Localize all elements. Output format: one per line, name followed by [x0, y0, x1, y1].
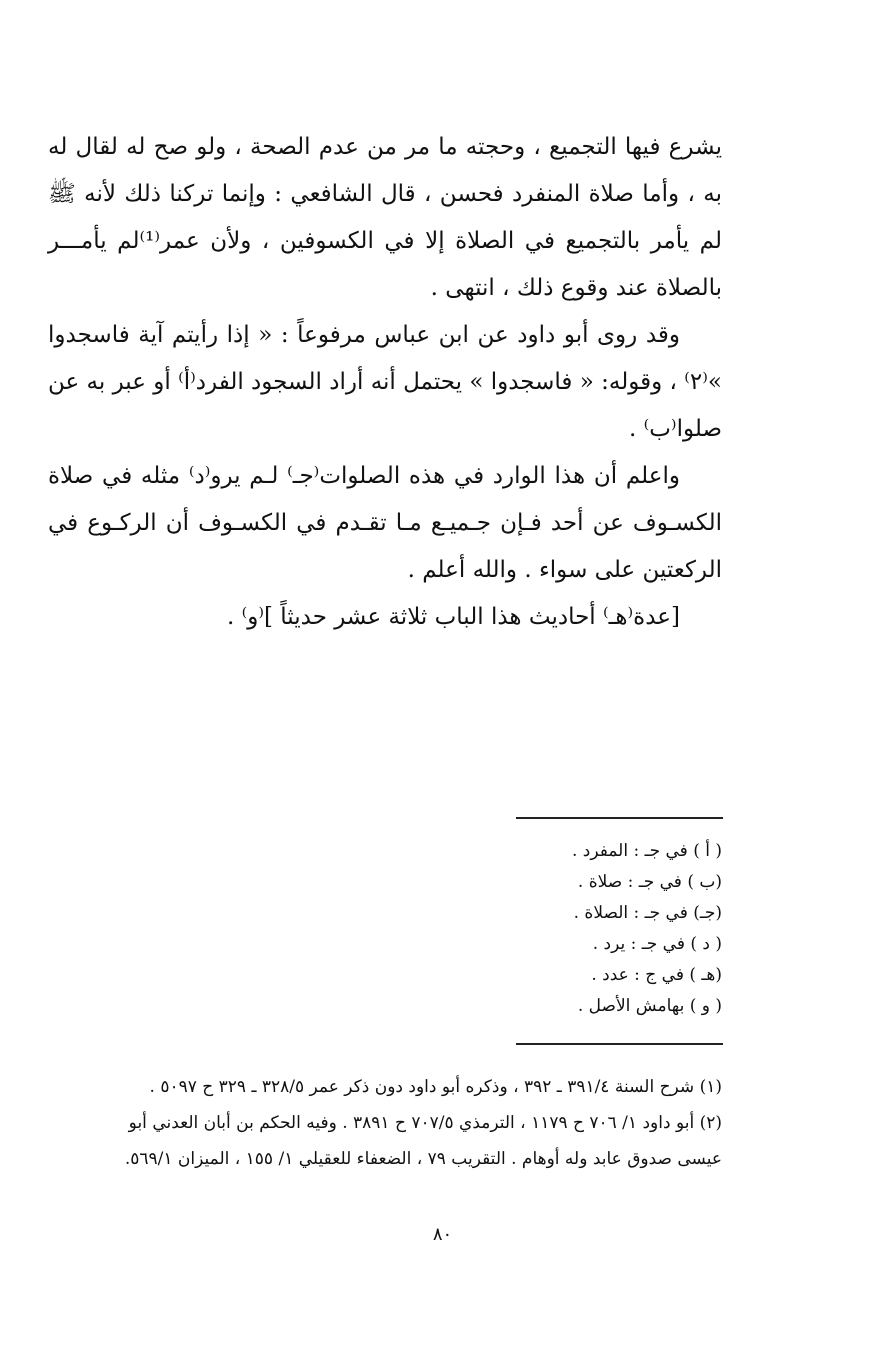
variant-note: (جـ) في جـ : الصلاة .: [573, 903, 722, 923]
footnote-line: عيسى صدوق عابد وله أوهام . التقريب ٧٩ ، الضعفاء للعقيلي ١/ ١٥٥ ، الميزان ٥٦٩/١.: [124, 1149, 722, 1169]
variant-notes: [572, 836, 722, 1022]
variant-note: (هـ ) في ج : عدد .: [591, 965, 722, 985]
notes-separator-bottom: [516, 1043, 723, 1045]
paragraph-4: [عدة⁽هـ⁾ أحاديث هذا الباب ثلاثة عشر حديثاً ]⁽و⁾ .: [226, 604, 680, 630]
footnotes: [52, 1069, 722, 1177]
paragraph-2: وقد روى أبو داود عن ابن عباس مرفوعاً : « إذا رأيتم آية فاسجدوا »⁽٢⁾ ، وقوله: « فاسجدوا » يحتمل أنه أراد السجود الفرد⁽أ⁾ أو عبر به عن صلوا⁽ب⁾ .: [48, 322, 722, 442]
variant-note: ( د ) في جـ : يرد .: [592, 934, 722, 954]
variant-note: ( أ ) في جـ : المفرد .: [571, 841, 722, 861]
page-number: ٨٠: [432, 1224, 453, 1245]
paragraph-1: يشرع فيها التجميع ، وحجته ما مر من عدم الصحة ، ولو صح له لقال له به ، وأما صلاة المنفرد فحسن ، قال الشافعي : وإنما تركنا ذلك لأنه ﷺ لم يأمر بالتجميع في الصلاة إلا في الكسوفين ، ولأن عمر⁽¹⁾لم يأمـــر بالصلاة عند وقوع ذلك ، انتهى .: [48, 134, 722, 301]
variant-note: (ب ) في جـ : صلاة .: [577, 872, 722, 892]
paragraph-3: واعلم أن هذا الوارد في هذه الصلوات⁽جـ⁾ لـم يرو⁽د⁾ مثله في صلاة الكسـوف عن أحد فـإن جـميـع مـا تقـدم في الكسـوف أن الركـوع في الركعتين على سواء . والله أعلم .: [48, 463, 722, 583]
main-text: [48, 124, 722, 641]
notes-separator-top: [516, 817, 723, 819]
footnote-line: (١) شرح السنة ٣٩١/٤ ـ ٣٩٢ ، وذكره أبو داود دون ذكر عمر ٣٢٨/٥ ـ ٣٢٩ ح ٥٠٩٧ .: [149, 1077, 722, 1097]
footnote-line: (٢) أبو داود ١/ ٧٠٦ ح ١١٧٩ ، الترمذي ٧٠٧/٥ ح ٣٨٩١ . وفيه الحكم بن أبان العدني أبو: [128, 1113, 722, 1133]
variant-note: ( و ) بهامش الأصل .: [577, 996, 722, 1016]
